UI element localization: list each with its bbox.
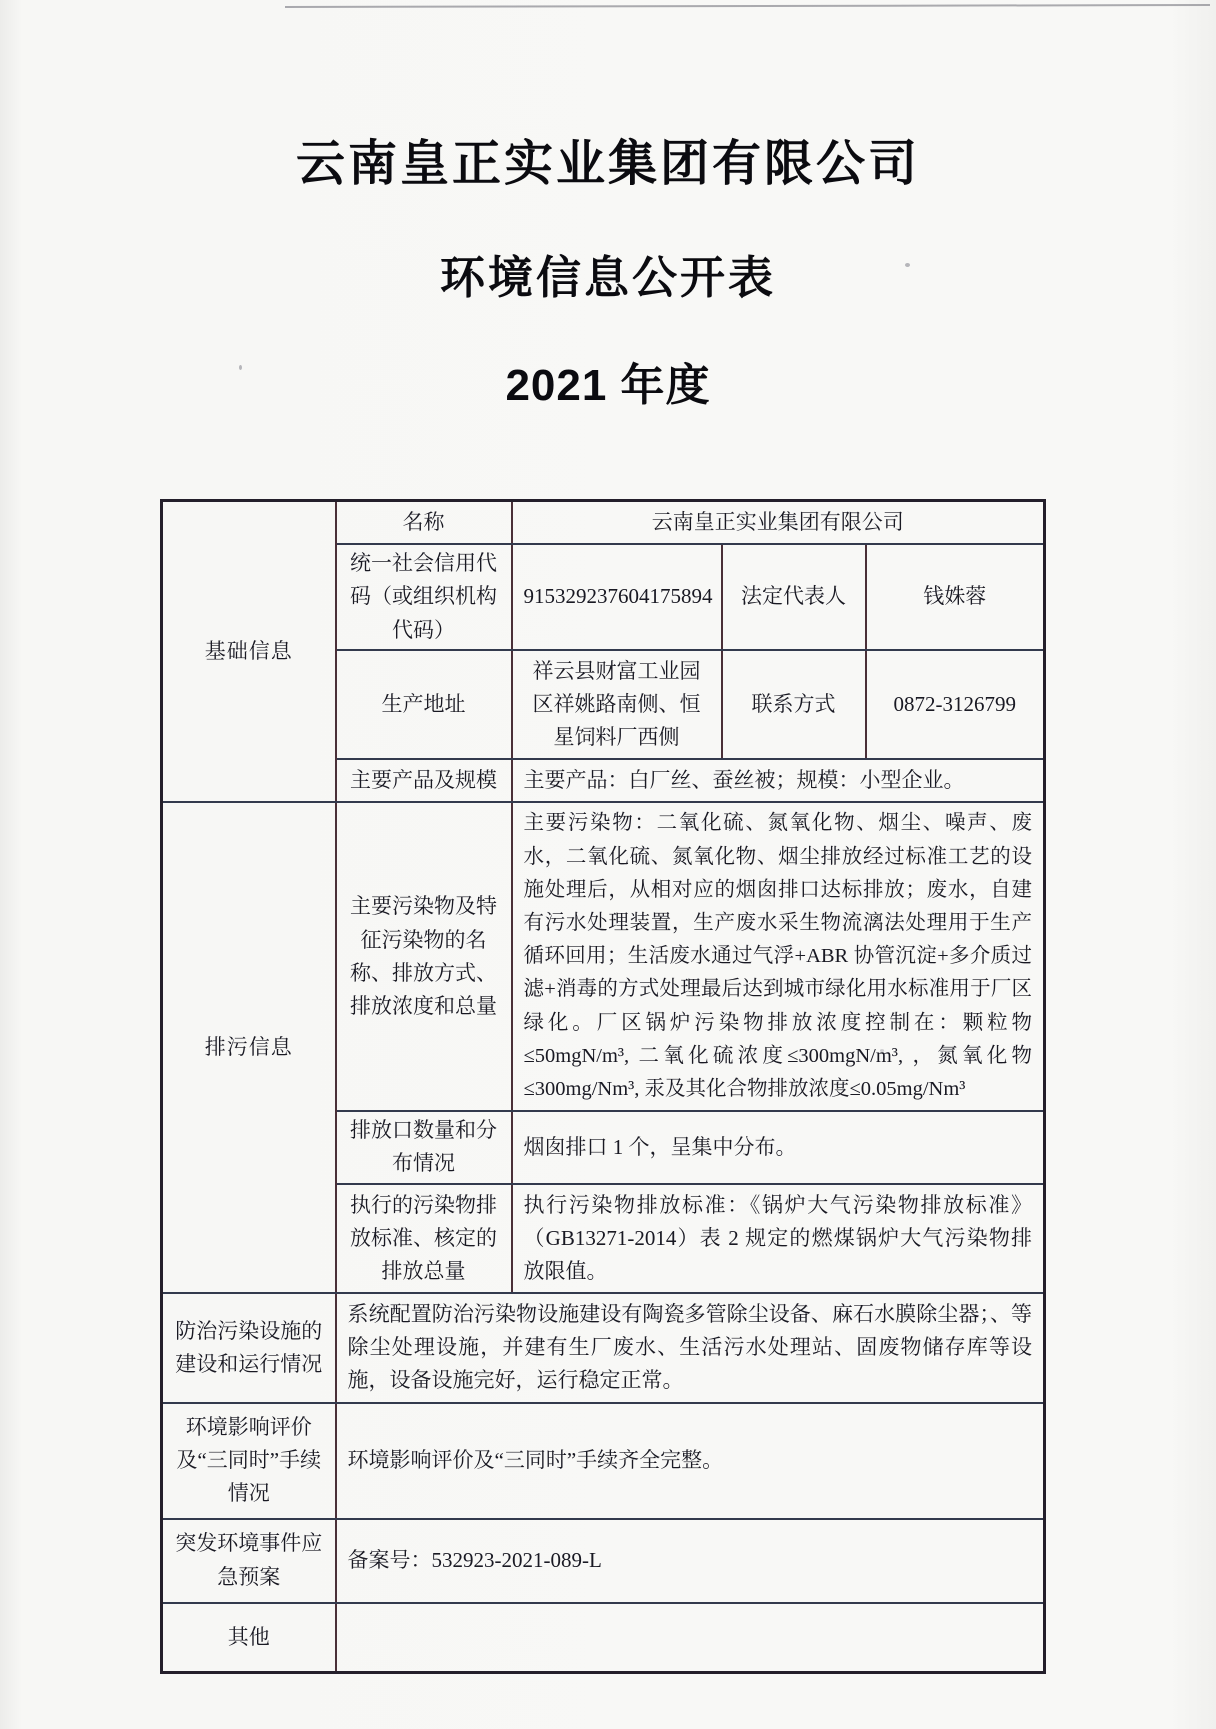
pollutants-value: 主要污染物：二氧化硫、氮氧化物、烟尘、噪声、废水，二氧化硫、氮氧化物、烟尘排放经过标准工艺的设施处理后，从相对应的烟囱排口达标排放；废水，自建有污水处理装置，生产废水采生物流漓法处理用于生产循环回用；生活废水通过气浮+ABR 协管沉淀+多介质过滤+消毒的方式处理最后达到城市绿化用水标准用于厂区绿化。厂区锅炉污染物排放浓度控制在：颗粒物≤50mgN/m³, 二氧化硫浓度≤300mgN/m³, ，氮氧化物≤300mg/Nm³, 汞及其化合物排放浓度≤0.05mg/Nm³ xyxy=(512,802,1045,1111)
table-row xyxy=(162,802,1045,1111)
products-value: 主要产品：白厂丝、蚕丝被；规模：小型企业。 xyxy=(512,759,1045,802)
products-label: 主要产品及规模 xyxy=(336,759,512,802)
section-basic-info-label: 基础信息 xyxy=(162,501,336,803)
company-name-value: 云南皇正实业集团有限公司 xyxy=(512,501,1045,545)
address-label: 生产地址 xyxy=(336,650,512,760)
pollutants-label: 主要污染物及特征污染物的名称、排放方式、排放浓度和总量 xyxy=(336,802,512,1111)
other-label: 其他 xyxy=(162,1603,336,1673)
credit-code-value: 915329237604175894 xyxy=(512,544,722,650)
standards-label: 执行的污染物排放标准、核定的排放总量 xyxy=(336,1184,512,1294)
scan-speck xyxy=(239,365,242,370)
prevention-label: 防治污染设施的建设和运行情况 xyxy=(162,1293,336,1403)
table-row xyxy=(162,1603,1045,1673)
prevention-value: 系统配置防治污染物设施建设有陶瓷多管除尘设备、麻石水膜除尘器；、等除尘处理设施，并建有生厂废水、生活污水处理站、固废物储存库等设施，设备设施完好，运行稳定正常。 xyxy=(336,1293,1045,1403)
eia-label: 环境影响评价及“三同时”手续情况 xyxy=(162,1403,336,1519)
report-year: 2021 年度 xyxy=(505,361,711,410)
eia-value: 环境影响评价及“三同时”手续齐全完整。 xyxy=(336,1403,1045,1519)
address-value: 祥云县财富工业园区祥姚路南侧、恒星饲料厂西侧 xyxy=(512,650,722,760)
emergency-plan-value: 备案号：532923-2021-089-L xyxy=(336,1519,1045,1603)
contact-value: 0872-3126799 xyxy=(866,650,1045,760)
outlets-value: 烟囱排口 1 个，呈集中分布。 xyxy=(512,1111,1045,1183)
other-value xyxy=(336,1603,1045,1673)
name-label: 名称 xyxy=(336,501,512,545)
section-discharge-info-label: 排污信息 xyxy=(162,802,336,1293)
table-row xyxy=(162,1293,1045,1403)
legal-rep-value: 钱姝蓉 xyxy=(866,544,1045,650)
contact-label: 联系方式 xyxy=(722,650,866,760)
table-row xyxy=(162,501,1045,545)
environment-info-table xyxy=(160,499,1046,1674)
standards-value: 执行污染物排放标准：《锅炉大气污染物排放标准》（GB13271-2014）表 2 规定的燃煤锅炉大气污染物排放限值。 xyxy=(512,1184,1045,1294)
table-row xyxy=(162,1403,1045,1519)
emergency-plan-label: 突发环境事件应急预案 xyxy=(162,1519,336,1603)
credit-code-label: 统一社会信用代码（或组织机构代码） xyxy=(336,544,512,650)
scan-speck xyxy=(905,263,910,267)
table-row xyxy=(162,1519,1045,1603)
outlets-label: 排放口数量和分布情况 xyxy=(336,1111,512,1183)
scan-speck xyxy=(880,1049,884,1052)
legal-rep-label: 法定代表人 xyxy=(722,544,866,650)
document-title: 环境信息公开表 xyxy=(439,252,776,303)
company-title: 云南皇正实业集团有限公司 xyxy=(295,137,920,191)
